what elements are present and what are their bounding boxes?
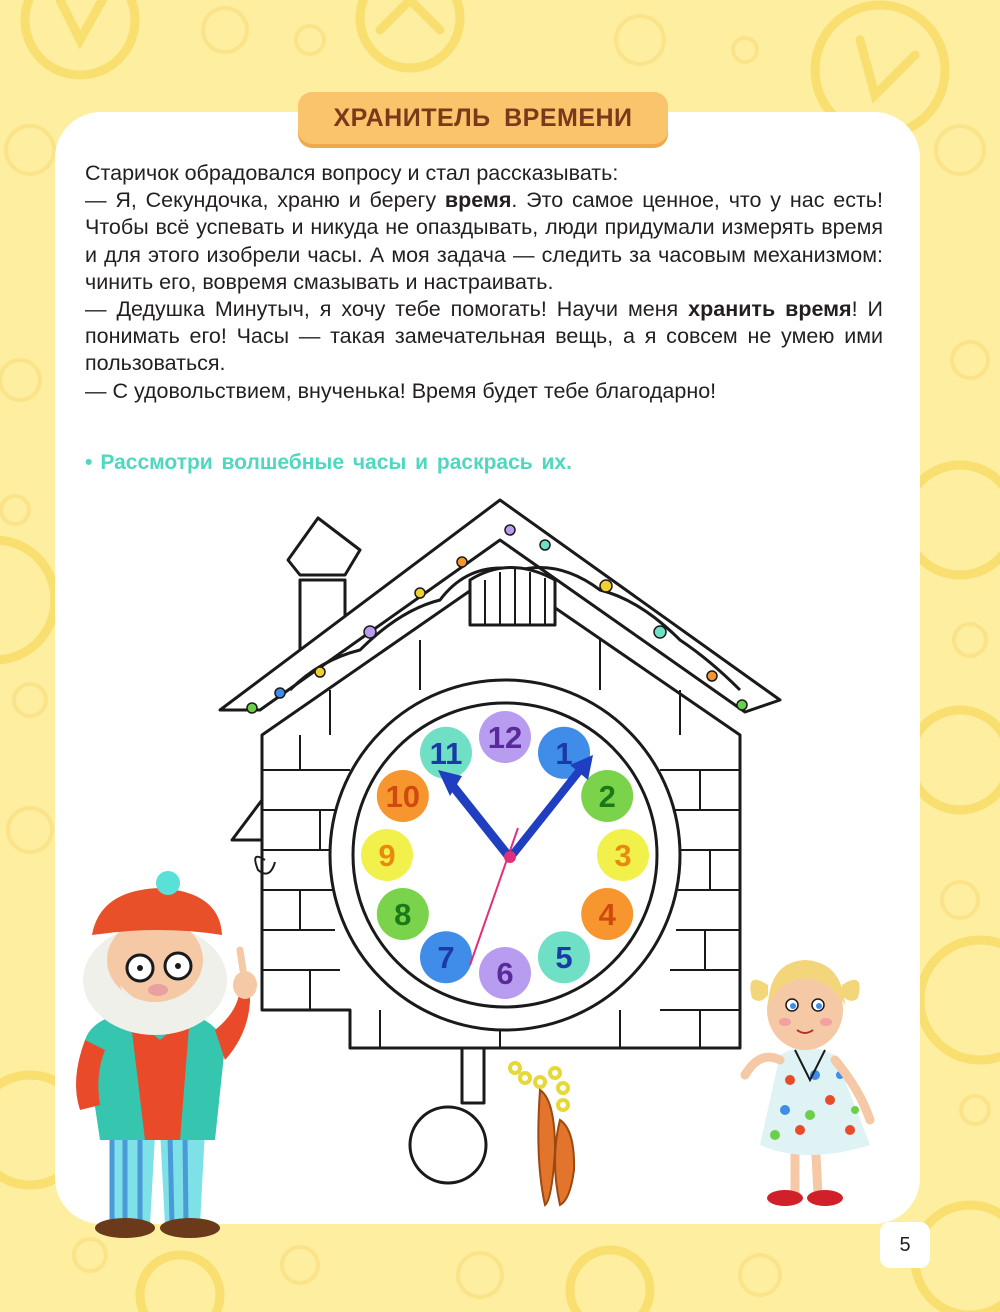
girl-character bbox=[745, 960, 870, 1206]
clock-number-9: 9 bbox=[378, 838, 396, 873]
story-text-span: ! И понимать его! Часы — такая замечательная вещь, а я совсем не умею ими пользоваться. bbox=[85, 297, 883, 376]
story-bold-word: время bbox=[444, 188, 512, 213]
clock-number-6: 6 bbox=[496, 956, 514, 991]
clock-number-3: 3 bbox=[614, 838, 632, 873]
clock-number-7: 7 bbox=[437, 940, 455, 976]
chimney-cap bbox=[288, 518, 360, 575]
story-paragraph-4: — С удовольствием, внученька! Время будет тебе благодарно! bbox=[85, 378, 717, 403]
page-number: 5 bbox=[899, 1234, 911, 1256]
clock-number-11: 11 bbox=[429, 735, 463, 771]
page-title: ХРАНИТЕЛЬ ВРЕМЕНИ bbox=[333, 104, 633, 132]
clock-number-10: 10 bbox=[385, 779, 421, 814]
roof-window bbox=[470, 568, 555, 626]
story-text-span: — Дедушка Минутыч, я хочу тебе помогать! Научи меня bbox=[85, 297, 689, 322]
pendulum-weight bbox=[410, 1107, 486, 1183]
task-bullet: • bbox=[85, 451, 93, 474]
story-text-span: — Я, Секундочка, храню и берегу bbox=[85, 188, 445, 213]
clock-number-4: 4 bbox=[598, 897, 616, 932]
grandpa-character bbox=[76, 871, 257, 1238]
chain-weight bbox=[538, 1090, 555, 1205]
clock-number-8: 8 bbox=[394, 897, 412, 932]
page-number-box bbox=[880, 1222, 930, 1268]
story-text-span: . Это самое ценное, что у нас есть! Чтобы всё успевать и никуда не опаздывать, люди придумали измерять время и для этого изобрели часы. А моя задача — следить за часовым механизмом: чинить его, вовремя смазывать и настраивать. bbox=[85, 188, 883, 294]
clock-number-2: 2 bbox=[598, 779, 616, 814]
story-bold-phrase: хранить время bbox=[688, 297, 852, 322]
clock-number-12: 12 bbox=[487, 720, 523, 755]
clock-number-5: 5 bbox=[555, 940, 573, 976]
story-line-1: Старичок обрадовался вопросу и стал рассказывать: bbox=[85, 161, 619, 185]
clock-number-1: 1 bbox=[555, 735, 573, 771]
task-text: Рассмотри волшебные часы и раскрась их. bbox=[100, 451, 572, 474]
